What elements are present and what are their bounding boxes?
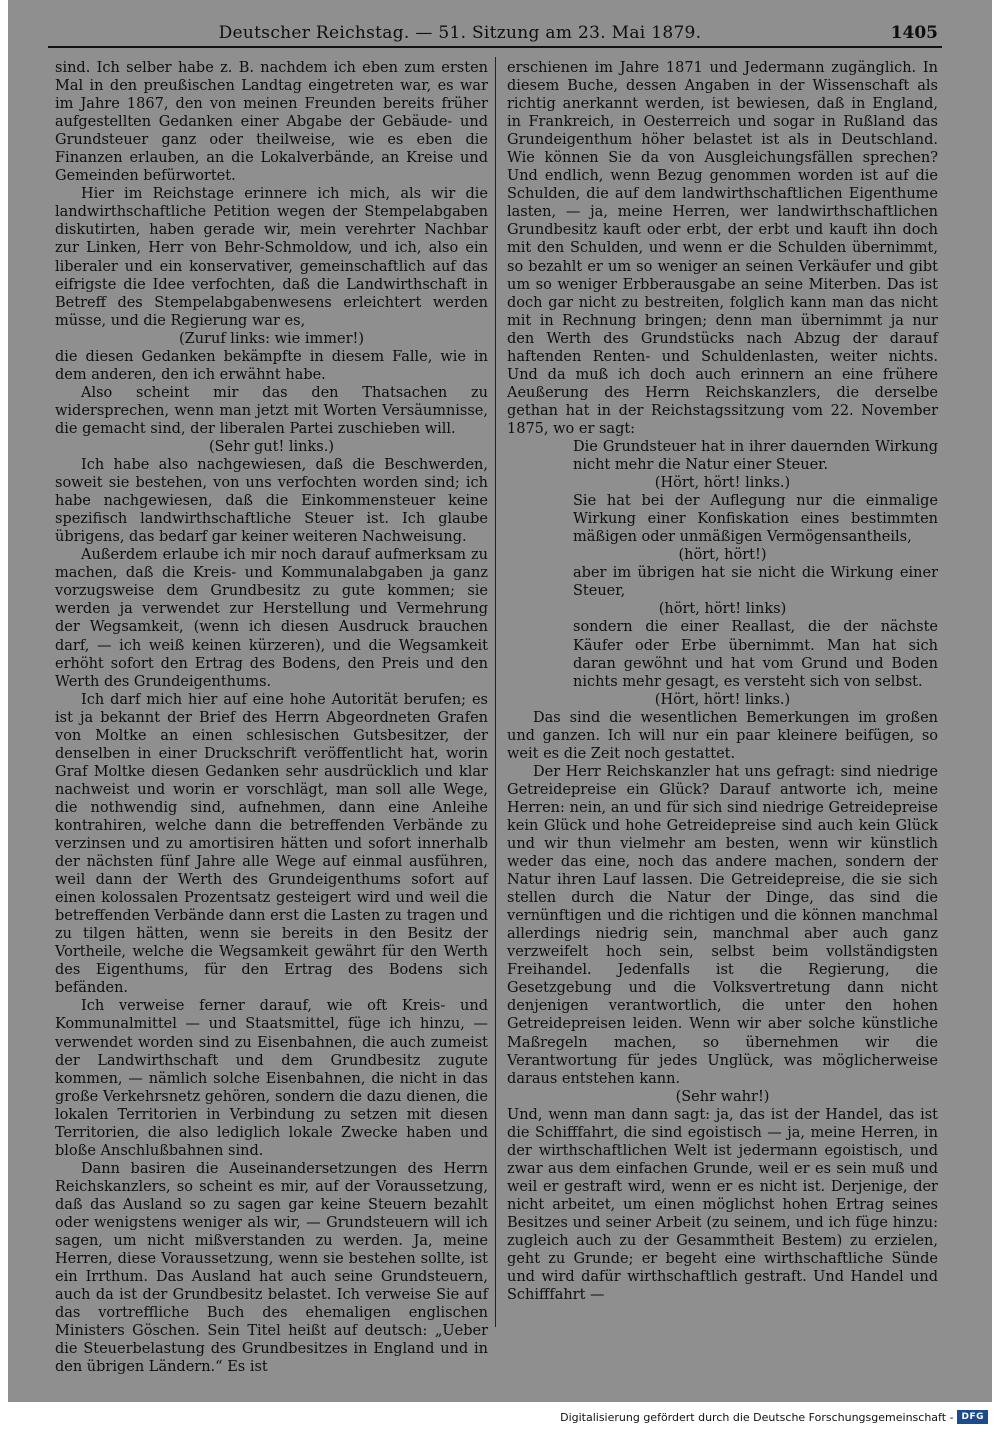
interjection: (hört, hört!) xyxy=(678,547,767,564)
paragraph: Dann basiren die Auseinandersetzungen des Herrn Reichskanzlers, so scheint es mir, auf der Voraussetzung, daß das Ausland so zu sagen gar keine Steuern bezahlt oder wenigstens weniger als wir, — Grundsteuern will ich sagen, um nicht mißverstanden zu werden. Ja, meine Herren, diese Voraussetzung, wenn sie bestehen sollte, ist ein Irrthum. Das Ausland hat auch seine Grundsteuern, auch da ist der Grundbesitz belastet. Ich verweise Sie auf das vortreffliche Buch des ehemaligen englischen Ministers Göschen. Sein Titel heißt auf deutsch: „Ueber die Steuerbelastung des Grundbesitzes in England und in den übrigen Ländern.“ Es ist xyxy=(55,1160,488,1376)
paragraph: Ich verweise ferner darauf, wie oft Kreis- und Kommunalmittel — und Staatsmittel, füge ich hinzu, — verwendet worden sind zu Eisenbahnen, die auch zumeist der Landwirthschaft und dem Grundbesitz zugute kommen, — nämlich solche Eisenbahnen, die nicht in das große Verkehrsnetz gehören, sondern die dazu dienen, die lokalen Territorien in Verbindung zu setzen mit diesen Territorien, die also lediglich lokale Zwecke haben und bloße Anschlußbahnen sind. xyxy=(55,998,488,1159)
footer-credit: Digitalisierung gefördert durch die Deutsche Forschungsgemeinschaft - xyxy=(560,1410,954,1424)
quotation: sondern die einer Reallast, die der nächste Käufer oder Erbe übernimmt. Man hat sich daran gewöhnt und hat vom Grund und Boden nichts mehr gesagt, es versteht sich von selbst. xyxy=(573,619,938,690)
paragraph: Das sind die wesentlichen Bemerkungen im großen und ganzen. Ich will nur ein paar kleinere beifügen, so weit es die Zeit noch gestattet. xyxy=(507,709,938,762)
page-footer xyxy=(560,1408,988,1426)
page-header xyxy=(48,22,942,48)
quotation: aber im übrigen hat sie nicht die Wirkung einer Steuer, xyxy=(573,565,938,600)
page-number: 1405 xyxy=(890,23,938,43)
header-title: Deutscher Reichstag. — 51. Sitzung am 23. Mai 1879. xyxy=(218,23,702,43)
left-column xyxy=(55,59,488,1376)
paragraph: Also scheint mir das den Thatsachen zu widersprechen, wenn man jetzt mit Worten Versäumnisse, die gemacht sind, der liberalen Partei zuschieben will. xyxy=(55,384,488,437)
quotation: Sie hat bei der Auflegung nur die einmalige Wirkung einer Konfiskation eines bestimmten mäßigen oder unmäßigen Vermögensantheils, xyxy=(573,493,938,546)
paragraph: sind. Ich selber habe z. B. nachdem ich eben zum ersten Mal in den preußischen Landtag eingetreten war, es war im Jahre 1867, den von meinen Freunden bereits früher aufgestellten Gedanken einer Abgabe der Gebäude- und Grundsteuer ganz oder theilweise, wie es eben die Finanzen erlauben, an die Lokalverbände, an Kreise und Gemeinden befürwortet. xyxy=(55,60,488,185)
scanned-page xyxy=(8,0,992,1402)
interjection: (Hört, hört! links.) xyxy=(654,475,791,492)
interjection: (Sehr gut! links.) xyxy=(208,438,335,455)
right-column xyxy=(507,59,938,1304)
interjection: (Zuruf links: wie immer!) xyxy=(178,330,365,347)
dfg-logo-icon: DFG xyxy=(957,1410,988,1424)
paragraph: Der Herr Reichskanzler hat uns gefragt: sind niedrige Getreidepreise ein Glück? Darauf antworte ich, meine Herren: nein, an und für sich sind niedrige Getreidepreise kein Glück und hohe Getreidepreise sind auch kein Glück und wir thun vielmehr am besten, wenn wir künstlich weder das eine, noch das andere machen, sondern der Natur ihren Lauf lassen. Die Getreidepreise, die sie sich stellen durch die Natur der Dinge, das sind die vernünftigen und die richtigen und die können manchmal allerdings niedrig sein, manchmal aber auch ganz verzweifelt hoch sein, selbst beim vollständigsten Freihandel. Jedenfalls ist die Regierung, die Gesetzgebung und die Volksvertretung dann nicht denjenigen verantwortlich, die unter den hohen Getreidepreisen leiden. Wenn wir aber solche künstliche Maßregeln machen, so übernehmen wir die Verantwortung für jedes Unglück, was möglicherweise daraus entstehen kann. xyxy=(507,763,938,1087)
paragraph: Hier im Reichstage erinnere ich mich, als wir die landwirthschaftliche Petition wegen der Stempelabgaben diskutirten, haben gerade wir, mein verehrter Nachbar zur Linken, Herr von Behr-Schmoldow, und ich, also ein liberaler und ein konservativer, gemeinschaftlich auf das eifrigste die Idee verfochten, daß die Landwirthschaft in Betreff des Stempelabgabenwesens erleichtert werden müsse, und die Regierung war es, xyxy=(55,186,488,329)
column-divider xyxy=(495,57,496,1327)
quotation: Die Grundsteuer hat in ihrer dauernden Wirkung nicht mehr die Natur einer Steuer. xyxy=(573,438,938,474)
paragraph: die diesen Gedanken bekämpfte in diesem Falle, wie in dem anderen, den ich erwähnt habe. xyxy=(55,348,488,383)
interjection: (hört, hört! links) xyxy=(658,601,787,618)
paragraph: Ich habe also nachgewiesen, daß die Beschwerden, soweit sie bestehen, von uns verfochten worden sind; ich habe nachgewiesen, daß die Einkommensteuer keine spezifisch landwirthschaftliche Steuer ist. Ich glaube übrigens, das bedarf gar keiner weiteren Nachweisung. xyxy=(55,457,488,546)
paragraph: Und, wenn man dann sagt: ja, das ist der Handel, das ist die Schifffahrt, die sind egoistisch — ja, meine Herren, in der wirthschaftlichen Welt ist jedermann egoistisch, und zwar aus dem einfachen Grunde, weil er es sein muß und weil er gestraft wird, wenn er es nicht ist. Derjenige, der nicht arbeitet, um einen möglichst hohen Ertrag seines Besitzes und seiner Arbeit (zu seinem, und ich füge hinzu: zugleich auch zu der Gesammtheit Bestem) zu erzielen, geht zu Grunde; er begeht eine wirthschaftliche Sünde und wird dafür wirthschaftlich gestraft. Und Handel und Schifffahrt — xyxy=(507,1106,938,1304)
header-rule xyxy=(48,46,942,48)
paragraph: Außerdem erlaube ich mir noch darauf aufmerksam zu machen, daß die Kreis- und Kommunalabgaben ja ganz vorzugsweise dem Grundbesitz zu gute kommen; sie werden ja verwendet zur Herstellung und Vermehrung der Wegsamkeit, (wenn ich diesen Ausdruck brauchen darf, — ich weiß keinen kürzeren), und die Wegsamkeit erhöht sofort den Ertrag des Bodens, den Preis und den Werth des Grundeigenthums. xyxy=(55,547,488,690)
paragraph: erschienen im Jahre 1871 und Jedermann zugänglich. In diesem Buche, dessen Angaben in der Wissenschaft als richtig anerkannt werden, ist bewiesen, daß in England, in Frankreich, in Oesterreich und sogar in Rußland das Grundeigenthum höher belastet ist als in Deutschland. Wie können Sie da von Ausgleichungsfällen sprechen? Und endlich, wenn Bezug genommen worden ist auf die Schulden, die auf dem landwirthschaftlichen Eigenthume lasten, — ja, meine Herren, wer landwirthschaftlichen Grundbesitz kauft oder erbt, der erbt und kauft ihn doch mit den Schulden, und wenn er die Schulden übernimmt, so bezahlt er um so weniger an seinen Verkäufer und gibt um so weniger Erbberausgabe an seine Miterben. Das ist doch gar nicht zu bestreiten, folglich kann man das nicht mit in Rechnung bringen; denn man übernimmt ja nur den Werth des Grundstücks nach Abzug der darauf haftenden Renten- und Schuldenlasten, weiter nichts. Und da muß ich doch auch erinnern an eine frühere Aeußerung des Herrn Reichskanzlers, die derselbe gethan hat in der Reichstagssitzung vom 22. November 1875, wo er sagt: xyxy=(507,60,938,437)
interjection: (Sehr wahr!) xyxy=(675,1088,770,1105)
paragraph: Ich darf mich hier auf eine hohe Autorität berufen; es ist ja bekannt der Brief des Herrn Abgeordneten Grafen von Moltke an einen schlesischen Gutsbesitzer, der denselben in einer Druckschrift veröffentlicht hat, worin Graf Moltke diesen Gedanken sehr ausdrücklich und klar nachweist und worin er vorschlägt, man soll alle Wege, die nothwendig sind, aufnehmen, dann eine Anleihe kontrahiren, welche dann die betreffenden Verbände zu verzinsen und zu amortisiren hätten und sofort innerhalb der nächsten fünf Jahre alle Wege auf einmal ausführen, weil dann der Werth des Grundeigenthums sofort auf einen kolossalen Prozentsatz gesteigert wird und weil die betreffenden Verbände dann erst die Lasten zu tragen und zu tilgen hätten, wenn sie bereits in den Besitz der Vortheile, welche die Wegsamkeit gewährt für den Werth des Eigenthums, für den Ertrag des Bodens sich befänden. xyxy=(55,691,488,997)
interjection: (Hört, hört! links.) xyxy=(654,691,791,708)
